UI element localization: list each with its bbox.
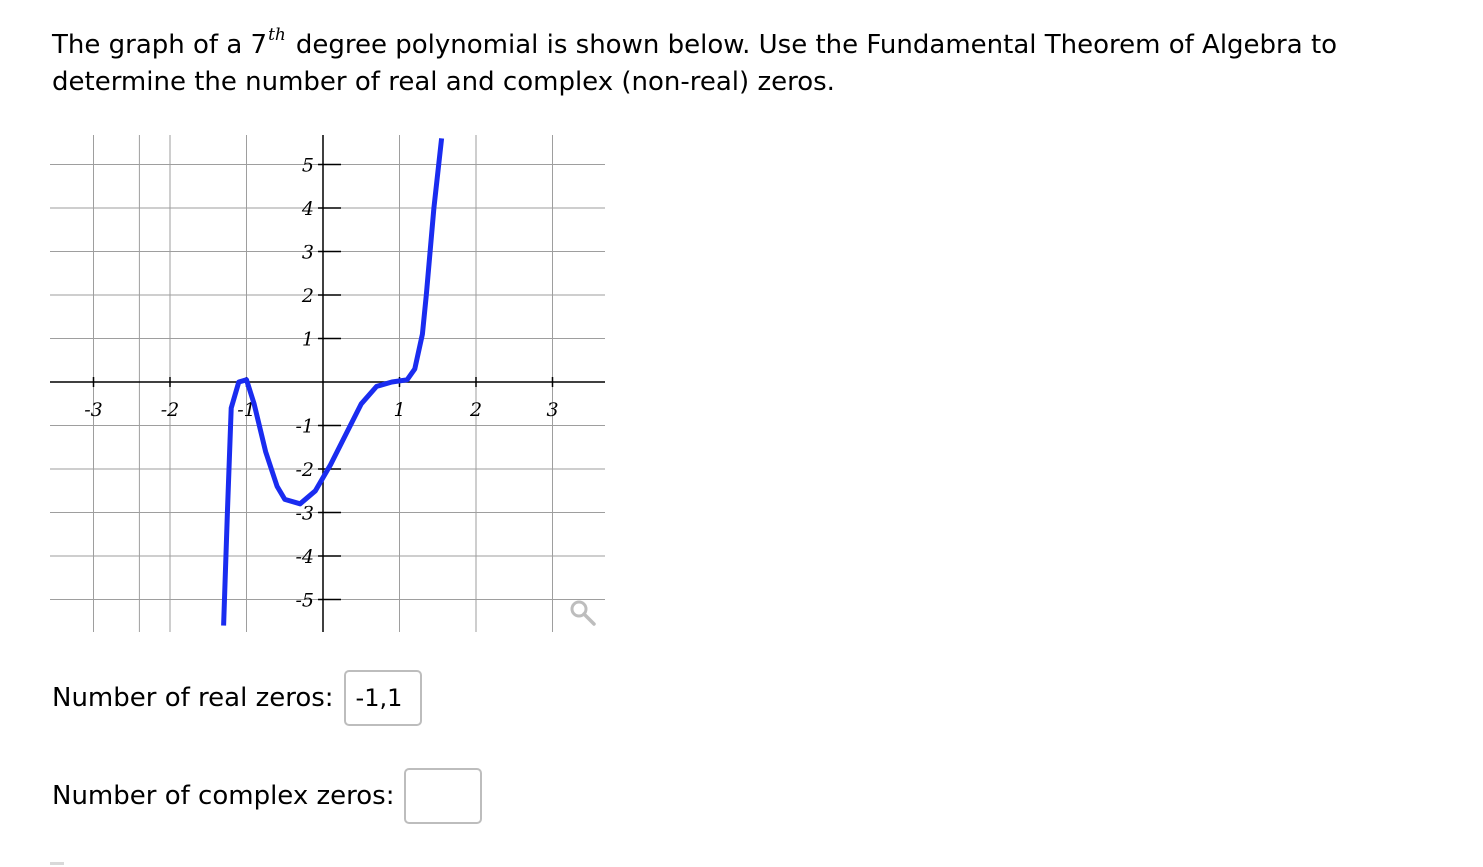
y-tick-label: 3 <box>301 241 314 264</box>
x-tick-label: 3 <box>546 399 559 421</box>
graph-canvas <box>50 130 610 640</box>
question-text-before: The graph of a <box>52 30 251 60</box>
complex-zeros-input[interactable] <box>404 768 482 824</box>
y-tick-label: -3 <box>295 502 314 525</box>
real-zeros-input[interactable] <box>344 670 422 726</box>
x-tick-label: -2 <box>160 399 180 421</box>
polynomial-graph <box>50 130 610 640</box>
complex-zeros-row <box>52 768 482 824</box>
x-tick-label: -3 <box>84 399 103 421</box>
x-tick-label: 1 <box>393 399 406 421</box>
y-tick-label: 2 <box>301 285 314 307</box>
y-tick-label: 5 <box>301 154 314 177</box>
y-tick-label: -5 <box>295 589 314 612</box>
grid-lines <box>50 135 605 632</box>
y-tick-label: 1 <box>301 328 314 351</box>
degree-number: 7 <box>250 30 268 60</box>
page-edge-mark <box>50 862 64 865</box>
y-tick-label: -1 <box>295 415 314 438</box>
x-tick-label: -1 <box>237 399 256 421</box>
question-text <box>52 25 1432 99</box>
tick-labels <box>84 155 558 612</box>
real-zeros-row <box>52 670 422 726</box>
y-tick-label: 4 <box>301 198 314 220</box>
complex-zeros-label: Number of complex zeros: <box>52 781 395 811</box>
magnifier-icon[interactable] <box>572 602 594 624</box>
y-tick-label: -4 <box>295 546 314 568</box>
question-text-after: degree polynomial is shown below. Use the Fundamental Theorem of Algebra to determine the number of real and complex (non-real) zeros. <box>52 30 1338 97</box>
x-tick-label: 2 <box>469 399 483 421</box>
degree-superscript: th <box>268 25 286 45</box>
y-tick-label: -2 <box>295 459 314 481</box>
real-zeros-label: Number of real zeros: <box>52 683 334 713</box>
axes <box>50 135 605 632</box>
